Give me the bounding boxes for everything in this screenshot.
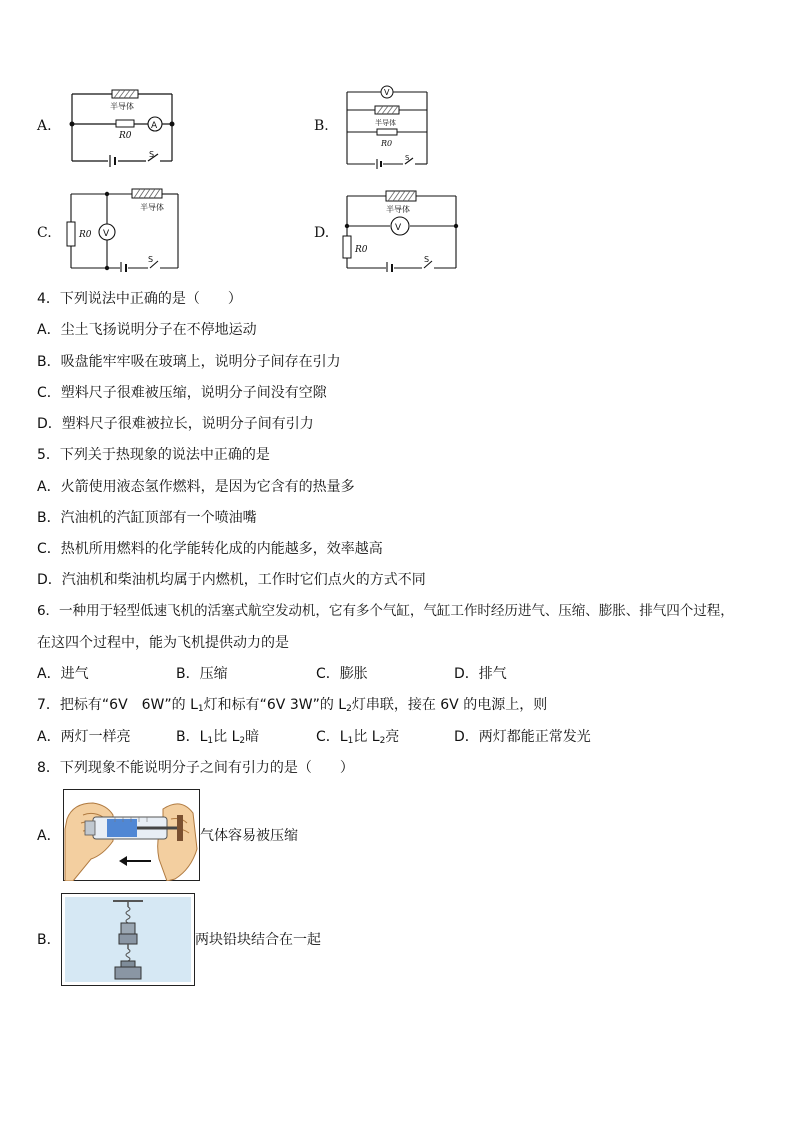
circuit-diagram-b — [341, 84, 433, 170]
q8-option-a-label: A． — [37, 828, 61, 844]
q7-option-d: D．两灯都能正常发光 — [454, 729, 591, 745]
circuit-diagram-c — [62, 188, 184, 272]
svg-text:V: V — [384, 88, 390, 97]
q4-option-d: D．塑料尺子很难被拉长，说明分子间有引力 — [37, 416, 314, 432]
q4-option-b: B．吸盘能牢牢吸在玻璃上，说明分子间存在引力 — [37, 354, 341, 370]
circuit-a-label: A. — [37, 118, 52, 134]
switch-label: S — [149, 150, 155, 159]
svg-text:R0: R0 — [381, 139, 393, 148]
q6-option-a: A．进气 — [37, 666, 89, 682]
svg-text:R0: R0 — [355, 245, 368, 255]
circuit-d-label: D. — [314, 225, 330, 241]
q4-stem: 4．下列说法中正确的是（ ） — [37, 291, 242, 307]
svg-text:R0: R0 — [79, 230, 92, 240]
q7-option-c: C．$L_1$比 $L_2$亮 — [316, 729, 400, 746]
q8-option-b-label: B． — [37, 932, 61, 948]
svg-text:半导体: 半导体 — [140, 203, 164, 212]
q8-option-a-text: 气体容易被压缩 — [200, 828, 298, 844]
q5-option-a: A．火箭使用液态氢作燃料，是因为它含有的热量多 — [37, 479, 355, 495]
svg-text:S: S — [424, 255, 430, 264]
svg-text:S: S — [405, 154, 410, 162]
q8-option-b-text: 两块铅块结合在一起 — [195, 932, 321, 948]
svg-text:V: V — [395, 223, 402, 233]
semiconductor-label: 半导体 — [110, 102, 134, 111]
svg-text:半导体: 半导体 — [375, 119, 396, 127]
q6-stem-line1: 6．一种用于轻型低速飞机的活塞式航空发动机，它有多个气缸，气缸工作时经历进气、压缩、膨胀、排气四个过程， — [37, 603, 734, 619]
q7-stem: 7．把标有“6V 6W”的 $L_1$灯和标有“6V 3W”的 $L_2$灯串联，接在 6V 的电源上，则 — [37, 697, 548, 714]
q8-stem: 8．下列现象不能说明分子之间有引力的是（ ） — [37, 760, 354, 776]
svg-text:V: V — [103, 229, 110, 239]
q7-option-a: A．两灯一样亮 — [37, 729, 131, 745]
q6-option-d: D．排气 — [454, 666, 507, 682]
svg-text:半导体: 半导体 — [386, 205, 410, 214]
q5-option-d: D．汽油机和柴油机均属于内燃机，工作时它们点火的方式不同 — [37, 572, 426, 588]
syringe-compression-image — [63, 789, 200, 881]
q6-stem-line2: 在这四个过程中，能为飞机提供动力的是 — [37, 635, 289, 651]
circuit-c-label: C. — [37, 225, 52, 241]
q7-option-b: B．$L_1$比 $L_2$暗 — [176, 729, 260, 746]
meter-label: A — [151, 121, 158, 131]
q4-option-a: A．尘土飞扬说明分子在不停地运动 — [37, 322, 257, 338]
svg-text:S: S — [148, 255, 154, 264]
circuit-diagram-a — [66, 88, 181, 168]
circuit-diagram-d — [338, 188, 462, 272]
lead-blocks-image — [61, 893, 195, 986]
q6-option-b: B．压缩 — [176, 666, 228, 682]
circuit-b-label: B. — [314, 118, 329, 134]
q6-option-c: C．膨胀 — [316, 666, 368, 682]
r0-label: R0 — [119, 131, 132, 141]
q5-stem: 5．下列关于热现象的说法中正确的是 — [37, 447, 270, 463]
q5-option-b: B．汽油机的汽缸顶部有一个喷油嘴 — [37, 510, 257, 526]
resistor-r0 — [116, 120, 134, 127]
q4-option-c: C．塑料尺子很难被压缩，说明分子间没有空隙 — [37, 385, 327, 401]
q5-option-c: C．热机所用燃料的化学能转化成的内能越多，效率越高 — [37, 541, 383, 557]
